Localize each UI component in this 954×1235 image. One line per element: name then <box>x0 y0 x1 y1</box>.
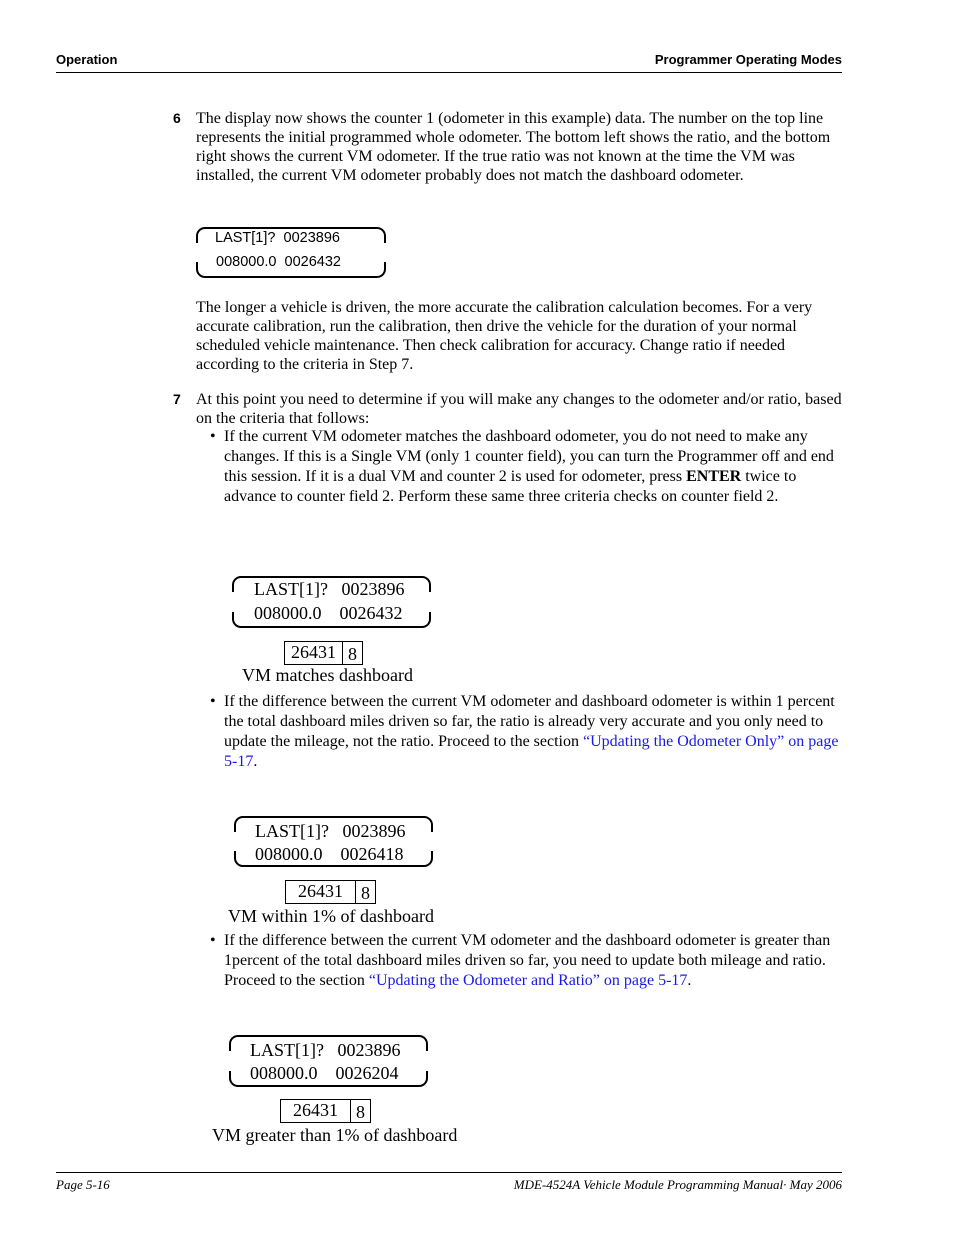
lcd-display-step6 <box>196 227 386 278</box>
figure-1-caption: VM matches dashboard <box>242 665 413 685</box>
lcd-line-1: LAST[1]? 0023896 <box>215 230 340 246</box>
bullet-2-text <box>224 692 842 772</box>
bullet-1-text-a: If the current VM odometer matches the dashboard odometer, you do not need to make any changes. If this is a Single VM (only 1 counter field), you can turn the Programmer off and end this session. If it is a dual VM and counter 2 is used for odometer, press <box>224 428 834 485</box>
bullet-3-end: . <box>687 972 692 989</box>
counter-value: 26431 <box>286 881 356 903</box>
enter-key-label: ENTER <box>686 468 742 485</box>
bullet-1-text-b: twice to advance to counter field 2. Perform these same three criteria checks on counter field 2. <box>224 468 797 505</box>
step-7-intro: At this point you need to determine if you will make any changes to the odometer and/or ratio, based on the criteria that follows: <box>196 391 842 427</box>
link-updating-odometer-only[interactable]: “Updating the Odometer Only” on page 5-17 <box>224 733 839 770</box>
bullet-3-body: If the difference between the current VM odometer and the dashboard odometer is greater than 1percent of the total dashboard miles driven so far, you need to update both mileage and ratio. Proceed to the section <box>224 932 831 989</box>
bullet-1-text <box>224 427 842 507</box>
bullet-marker: • <box>210 693 216 710</box>
lcd-line-1: LAST[1]? 0023896 <box>250 1040 401 1060</box>
step-6-note: The longer a vehicle is driven, the more accurate the calibration calculation becomes. For a very accurate calibration, run the calibration, then drive the vehicle for the duration of your normal scheduled vehicle maintenance. Then check calibration for accuracy. Change ratio if needed according to the criteria in Step 7. <box>196 299 813 373</box>
figure-3-caption: VM greater than 1% of dashboard <box>212 1125 458 1145</box>
figure-2-caption: VM within 1% of dashboard <box>228 906 434 926</box>
lcd-display-figure3 <box>229 1035 428 1087</box>
counter-digit: 8 <box>356 1102 365 1122</box>
lcd-line-2: 008000.0 0026432 <box>254 603 403 623</box>
counter-digit: 8 <box>361 883 370 903</box>
counter-box-figure3 <box>280 1099 371 1123</box>
lcd-display-figure2 <box>234 816 433 867</box>
counter-box-figure1 <box>284 641 363 665</box>
counter-box-figure2 <box>285 880 376 904</box>
bullet-marker: • <box>210 932 216 949</box>
lcd-display-figure1 <box>232 576 431 628</box>
bullet-marker: • <box>210 428 216 445</box>
step-7-number: 7 <box>173 391 181 407</box>
bullet-2-body: If the difference between the current VM odometer and dashboard odometer is within 1 percent the total dashboard miles driven so far, the ratio is already very accurate and you only need to update the mileage, not the ratio. Proceed to the section <box>224 693 835 750</box>
lcd-line-2: 008000.0 0026432 <box>216 254 341 270</box>
link-updating-odometer-and-ratio[interactable]: “Updating the Odometer and Ratio” on page 5-17 <box>368 972 688 989</box>
bullet-2-end: . <box>253 753 258 770</box>
header-rule <box>56 72 842 73</box>
step-6-text: The display now shows the counter 1 (odometer in this example) data. The number on the top line represents the initial programmed whole odometer. The bottom left shows the ratio, and the bottom right shows the current VM odometer. If the true ratio was not known at the time the VM was installed, the current VM odometer probably does not match the dashboard odometer. <box>196 110 831 184</box>
header-section-title: Operation <box>56 52 118 67</box>
lcd-line-2: 008000.0 0026204 <box>250 1063 399 1083</box>
step-6-number: 6 <box>173 110 181 126</box>
counter-value: 26431 <box>281 1100 351 1122</box>
lcd-line-2: 008000.0 0026418 <box>255 844 404 864</box>
page-number: Page 5-16 <box>56 1177 110 1192</box>
bullet-3-text <box>224 931 842 991</box>
lcd-line-1: LAST[1]? 0023896 <box>255 821 406 841</box>
lcd-line-1: LAST[1]? 0023896 <box>254 579 405 599</box>
counter-value: 26431 <box>285 642 343 664</box>
document-title: MDE-4524A Vehicle Module Programming Manual· May 2006 <box>513 1177 842 1192</box>
footer-rule <box>56 1172 842 1173</box>
header-chapter-title: Programmer Operating Modes <box>654 52 842 67</box>
counter-digit: 8 <box>348 644 357 664</box>
